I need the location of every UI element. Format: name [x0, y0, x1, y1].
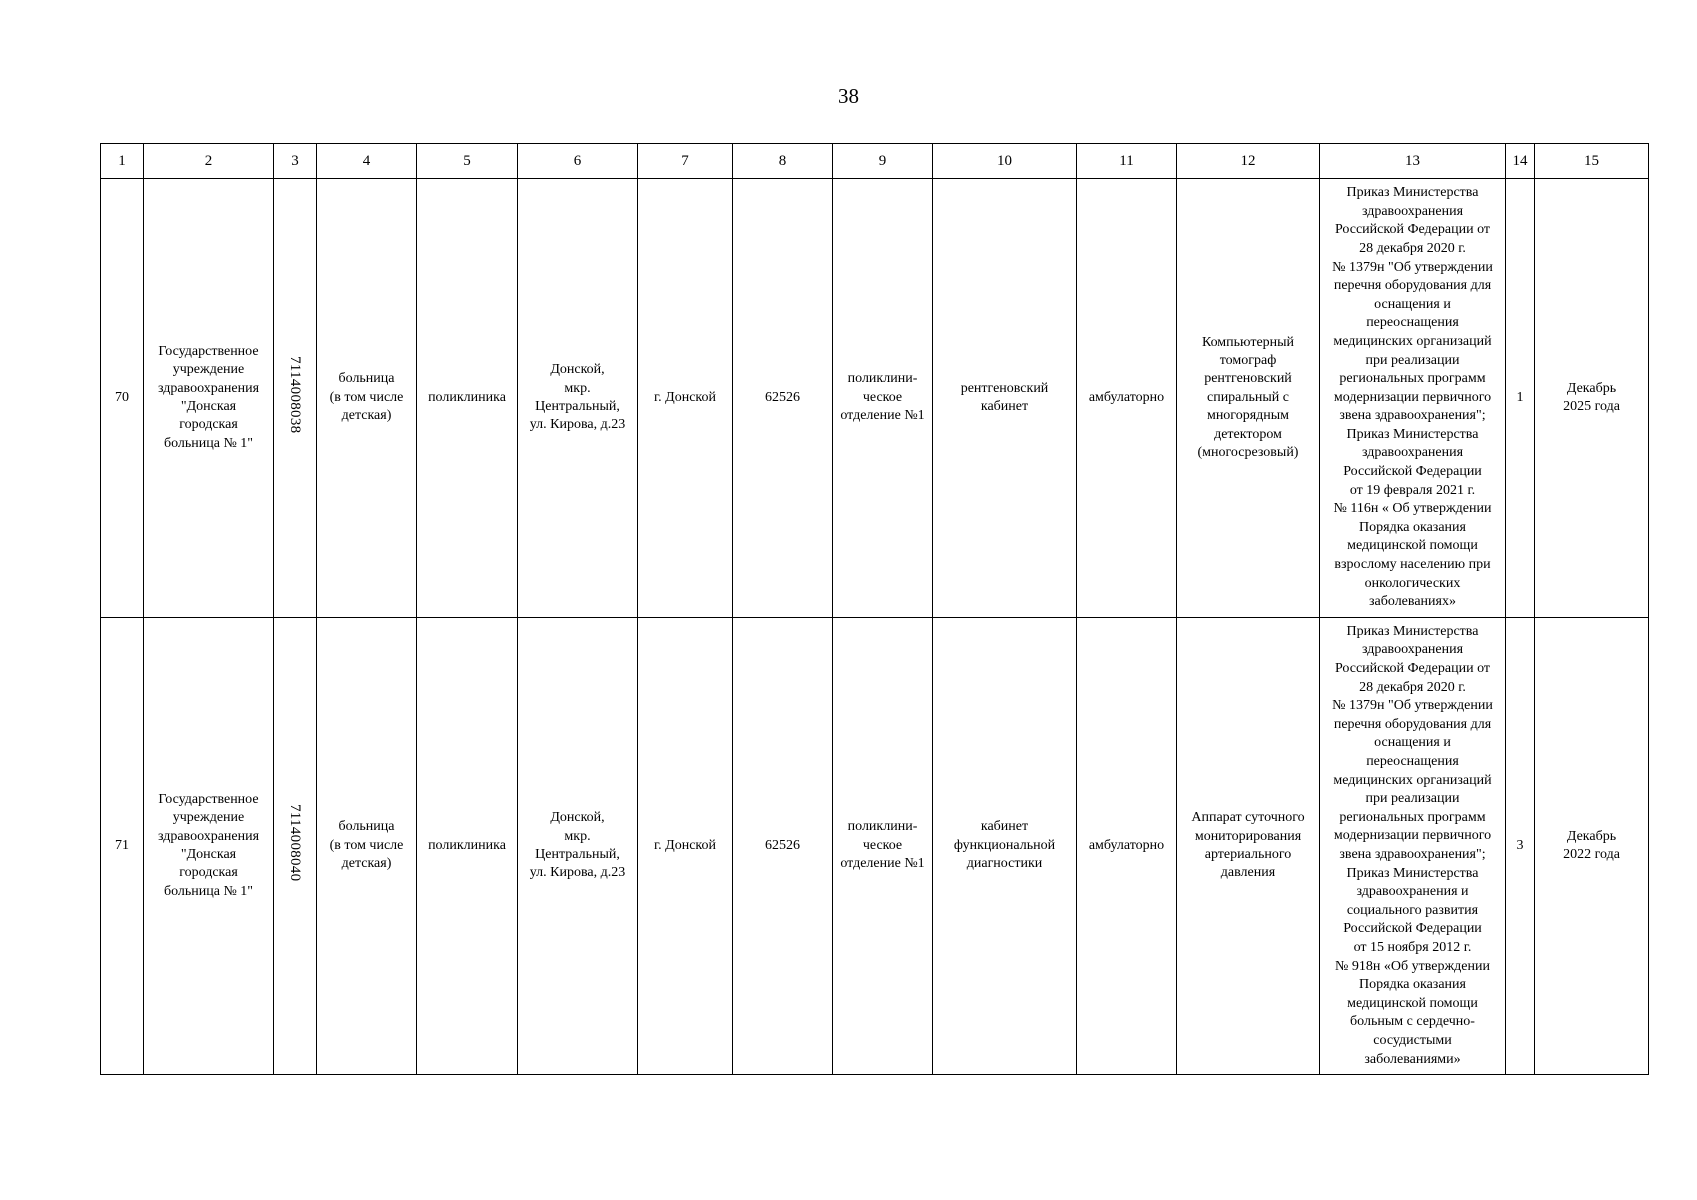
column-header-3: 3: [274, 144, 317, 179]
column-number-header-row: [101, 144, 1649, 179]
index-code: 62526: [733, 179, 833, 618]
care-form: амбулаторно: [1077, 618, 1177, 1075]
table-row: [101, 618, 1649, 1075]
institution-code-cell: [274, 179, 317, 618]
subdivision: поликлиника: [417, 618, 518, 1075]
page-number: 38: [838, 84, 859, 108]
table-row: [101, 179, 1649, 618]
equipment-name: Компьютерный томограф рентгеновский спиральный с многорядным детектором (многосрезовый): [1177, 179, 1320, 618]
institution-name: Государственное учреждение здравоохранения "Донская городская больница № 1": [144, 618, 274, 1075]
institution-code-cell: [274, 618, 317, 1075]
column-header-14: 14: [1506, 144, 1535, 179]
column-header-12: 12: [1177, 144, 1320, 179]
department: поликлини- ческое отделение №1: [833, 179, 933, 618]
department: поликлини- ческое отделение №1: [833, 618, 933, 1075]
column-header-13: 13: [1320, 144, 1506, 179]
column-header-10: 10: [933, 144, 1077, 179]
column-header-15: 15: [1535, 144, 1649, 179]
institution-type: больница (в том числе детская): [317, 179, 417, 618]
subdivision: поликлиника: [417, 179, 518, 618]
column-header-8: 8: [733, 144, 833, 179]
institution-name: Государственное учреждение здравоохранения "Донская городская больница № 1": [144, 179, 274, 618]
address: Донской, мкр. Центральный, ул. Кирова, д.23: [518, 618, 638, 1075]
city: г. Донской: [638, 618, 733, 1075]
legal-basis: Приказ Министерства здравоохранения Российской Федерации от 28 декабря 2020 г. № 1379н "Об утверждении перечня оборудования для оснащения и переоснащения медицинских организаций при реализации региональных программ модернизации первичного звена здравоохранения"; Приказ Министерства здравоохранения и социального развития Российской Федерации от 15 ноября 2012 г. № 918н «Об утверждении Порядка оказания медицинской помощи больным с сердечно- сосудистыми заболеваниями»: [1320, 618, 1506, 1075]
index-code: 62526: [733, 618, 833, 1075]
institution-type: больница (в том числе детская): [317, 618, 417, 1075]
institution-code: 7114008038: [287, 356, 304, 434]
equipment-registry-table: [100, 143, 1649, 1075]
deadline: Декабрь 2025 года: [1535, 179, 1649, 618]
care-form: амбулаторно: [1077, 179, 1177, 618]
quantity: 3: [1506, 618, 1535, 1075]
column-header-7: 7: [638, 144, 733, 179]
column-header-2: 2: [144, 144, 274, 179]
city: г. Донской: [638, 179, 733, 618]
row-number: 70: [101, 179, 144, 618]
column-header-1: 1: [101, 144, 144, 179]
equipment-name: Аппарат суточного мониторирования артериального давления: [1177, 618, 1320, 1075]
column-header-4: 4: [317, 144, 417, 179]
column-header-9: 9: [833, 144, 933, 179]
column-header-6: 6: [518, 144, 638, 179]
row-number: 71: [101, 618, 144, 1075]
deadline: Декабрь 2022 года: [1535, 618, 1649, 1075]
institution-code: 7114008040: [287, 804, 304, 882]
room: рентгеновский кабинет: [933, 179, 1077, 618]
quantity: 1: [1506, 179, 1535, 618]
address: Донской, мкр. Центральный, ул. Кирова, д.23: [518, 179, 638, 618]
room: кабинет функциональной диагностики: [933, 618, 1077, 1075]
legal-basis: Приказ Министерства здравоохранения Российской Федерации от 28 декабря 2020 г. № 1379н "Об утверждении перечня оборудования для оснащения и переоснащения медицинских организаций при реализации региональных программ модернизации первичного звена здравоохранения"; Приказ Министерства здравоохранения Российской Федерации от 19 февраля 2021 г. № 116н « Об утверждении Порядка оказания медицинской помощи взрослому населению при онкологических заболеваниях»: [1320, 179, 1506, 618]
column-header-5: 5: [417, 144, 518, 179]
column-header-11: 11: [1077, 144, 1177, 179]
